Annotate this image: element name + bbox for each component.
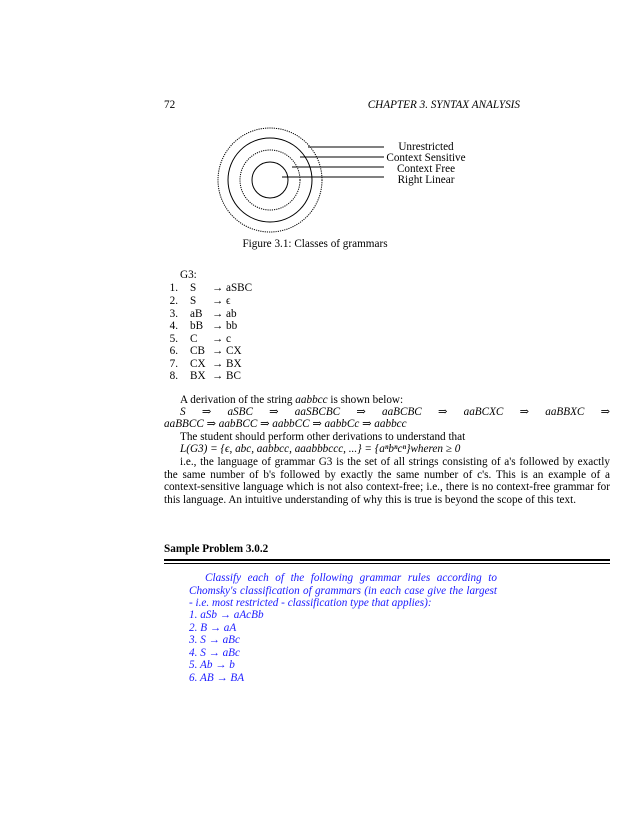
circle-right-linear bbox=[252, 162, 288, 198]
rule-number: 8. bbox=[169, 370, 178, 382]
language-definition: L(G3) = {ϵ, abc, aabbcc, aaabbbccc, ...} = {aⁿbⁿcⁿ}wheren ≥ 0 bbox=[180, 443, 461, 455]
circle-context-sensitive bbox=[228, 138, 312, 222]
rule-number: 7. bbox=[169, 358, 178, 370]
sample-problem-prompt: Classify each of the following grammar rules according to Chomsky's classification of grammars (in each case give the largest - i.e. most restricted - classification type that applies): bbox=[189, 572, 497, 610]
rule-number: 1. bbox=[169, 282, 178, 294]
derivation-intro bbox=[180, 394, 403, 407]
derivation-line-2: aaBBCC ⇒ aabBCC ⇒ aabbCC ⇒ aabbCc ⇒ aabbcc bbox=[164, 418, 407, 430]
label-unrestricted: Unrestricted bbox=[398, 141, 454, 153]
heading-rule bbox=[164, 559, 610, 561]
rule-number: 6. bbox=[169, 345, 178, 357]
figure-labels bbox=[386, 142, 466, 186]
problem-item: 4. S → aBc bbox=[189, 647, 240, 659]
problem-item: 1. aSb → aAcBb bbox=[189, 609, 264, 621]
circle-context-free bbox=[240, 150, 300, 210]
derivation-intro-after: is shown below: bbox=[327, 394, 404, 406]
heading-rule-thin bbox=[164, 563, 610, 564]
rule-number: 3. bbox=[169, 308, 178, 320]
grammar-rule bbox=[160, 320, 280, 333]
rule-rhs: → bb bbox=[212, 320, 238, 332]
problem-item: 2. B → aA bbox=[189, 622, 237, 634]
grammar-rule bbox=[160, 295, 280, 308]
explanation-paragraph: i.e., the language of grammar G3 is the set of all strings consisting of a's followed by exactly the same number of b's followed by exactly the same number of c's. This is an example of a context-sensitive language which is not also context-free; i.e., there is no context-free grammar for this language. An intuitive understanding of why this is true is beyond the scope of this text. bbox=[164, 456, 610, 506]
rule-lhs: S bbox=[190, 295, 197, 307]
rule-lhs: BX bbox=[190, 370, 206, 382]
label-right-linear: Right Linear bbox=[397, 174, 455, 186]
student-note: The student should perform other derivations to understand that bbox=[180, 431, 466, 443]
rule-rhs: → BX bbox=[212, 358, 242, 370]
derivation-intro-string: aabbcc bbox=[295, 394, 328, 406]
rule-number: 2. bbox=[169, 295, 178, 307]
label-context-free: Context Free bbox=[396, 163, 456, 175]
label-context-sensitive: Context Sensitive bbox=[386, 152, 466, 164]
derivation-intro-before: A derivation of the string bbox=[180, 394, 296, 406]
figure-caption: Figure 3.1: Classes of grammars bbox=[242, 238, 388, 250]
problem-item: 5. Ab → b bbox=[189, 659, 235, 671]
chapter-title: CHAPTER 3. SYNTAX ANALYSIS bbox=[367, 99, 520, 111]
rule-number: 4. bbox=[169, 320, 178, 332]
rule-lhs: C bbox=[190, 333, 198, 345]
rule-rhs: → CX bbox=[212, 345, 242, 357]
rule-lhs: bB bbox=[190, 320, 204, 332]
rule-lhs: aB bbox=[190, 308, 203, 320]
grammar-rule bbox=[160, 370, 280, 383]
problem-item: 6. AB → BA bbox=[189, 672, 245, 684]
rule-rhs: → ab bbox=[212, 308, 237, 320]
rule-lhs: S bbox=[190, 282, 197, 294]
page-number: 72 bbox=[164, 99, 176, 111]
derivation-line-1: S ⇒ aSBC ⇒ aaSBCBC ⇒ aaBCBC ⇒ aaBCXC ⇒ aaBBXC ⇒ bbox=[180, 406, 610, 418]
sample-problem-heading: Sample Problem 3.0.2 bbox=[164, 543, 269, 555]
rule-lhs: CB bbox=[190, 345, 205, 357]
grammar-rule bbox=[160, 345, 280, 358]
rule-rhs: → c bbox=[212, 333, 231, 345]
problem-item: 3. S → aBc bbox=[189, 634, 240, 646]
rule-number: 5. bbox=[169, 333, 178, 345]
rule-lhs: CX bbox=[190, 358, 206, 370]
rule-rhs: → aSBC bbox=[212, 282, 253, 294]
grammar-name: G3: bbox=[180, 269, 197, 281]
grammar-rule bbox=[160, 282, 280, 295]
circle-unrestricted bbox=[218, 128, 322, 232]
rule-rhs: → BC bbox=[212, 370, 241, 382]
rule-rhs: → ϵ bbox=[212, 295, 231, 307]
